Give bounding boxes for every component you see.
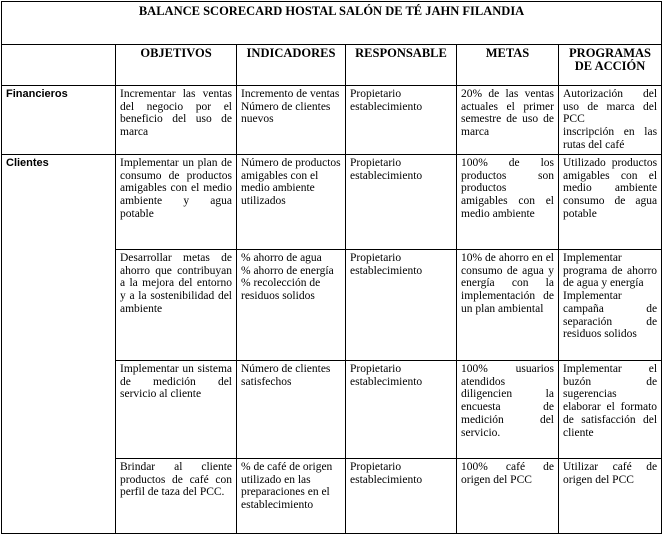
responsable-cell: Propietario establecimiento [346, 86, 457, 155]
balance-scorecard-document [1, 1, 661, 534]
objetivo-cell: Implementar un plan de consumo de productos amigables con el medio ambiente y agua potable [116, 155, 237, 250]
programa-cell: Implementar programa de ahorro de agua y energía Implementar campaña de separación de residuos solidos [559, 250, 662, 361]
header-objetivos: OBJETIVOS [116, 45, 237, 86]
responsable-cell: Propietario establecimiento [346, 361, 457, 459]
meta-cell: 20% de las ventas actuales el primer semestre de uso de marca [457, 86, 559, 155]
meta-cell: 100% café de origen del PCC [457, 459, 559, 534]
indicador-cell: % ahorro de agua % ahorro de energía % recolección de residuos solidos [237, 250, 346, 361]
header-programas: PROGRAMAS DE ACCIÓN [559, 45, 662, 86]
table-row [2, 155, 662, 250]
header-indicadores: INDICADORES [237, 45, 346, 86]
objetivo-cell: Implementar un sistema de medición del servicio al cliente [116, 361, 237, 459]
objetivo-cell: Brindar al cliente productos de café con perfil de taza del PCC. [116, 459, 237, 534]
responsable-cell: Propietario establecimiento [346, 155, 457, 250]
perspective-financieros: Financieros [2, 86, 116, 155]
header-perspective [2, 45, 116, 86]
indicador-cell: Incremento de ventas Número de clientes nuevos [237, 86, 346, 155]
meta-cell: 100% usuarios atendidos diligencien la encuesta de medición del servicio. [457, 361, 559, 459]
programa-cell: Utilizado productos amigables con el medio ambiente consumo de agua potable [559, 155, 662, 250]
programa-cell: Implementar el buzón de sugerencias elaborar el formato de satisfacción del cliente [559, 361, 662, 459]
header-metas: METAS [457, 45, 559, 86]
indicador-cell: Número de productos amigables con el medio ambiente utilizados [237, 155, 346, 250]
objetivo-cell: Incrementar las ventas del negocio por el beneficio del uso de marca [116, 86, 237, 155]
indicador-cell: % de café de origen utilizado en las preparaciones en el establecimiento [237, 459, 346, 534]
header-responsable: RESPONSABLE [346, 45, 457, 86]
meta-cell: 10% de ahorro en el consumo de agua y energía con la implementación de un plan ambiental [457, 250, 559, 361]
table-row [2, 86, 662, 155]
perspective-clientes: Clientes [2, 155, 116, 534]
header-row [2, 45, 662, 86]
table-title: BALANCE SCORECARD HOSTAL SALÓN DE TÉ JAHN FILANDIA [2, 2, 662, 45]
objetivo-cell: Desarrollar metas de ahorro que contribuyan a la mejora del entorno y a la sostenibilidad del ambiente [116, 250, 237, 361]
balance-scorecard-table [1, 1, 662, 534]
responsable-cell: Propietario establecimiento [346, 250, 457, 361]
programa-cell: Autorización del uso de marca del PCC inscripción en las rutas del café [559, 86, 662, 155]
programa-cell: Utilizar café de origen del PCC [559, 459, 662, 534]
responsable-cell: Propietario establecimiento [346, 459, 457, 534]
indicador-cell: Número de clientes satisfechos [237, 361, 346, 459]
title-row [2, 2, 662, 45]
meta-cell: 100% de los productos son productos amigables con el medio ambiente [457, 155, 559, 250]
